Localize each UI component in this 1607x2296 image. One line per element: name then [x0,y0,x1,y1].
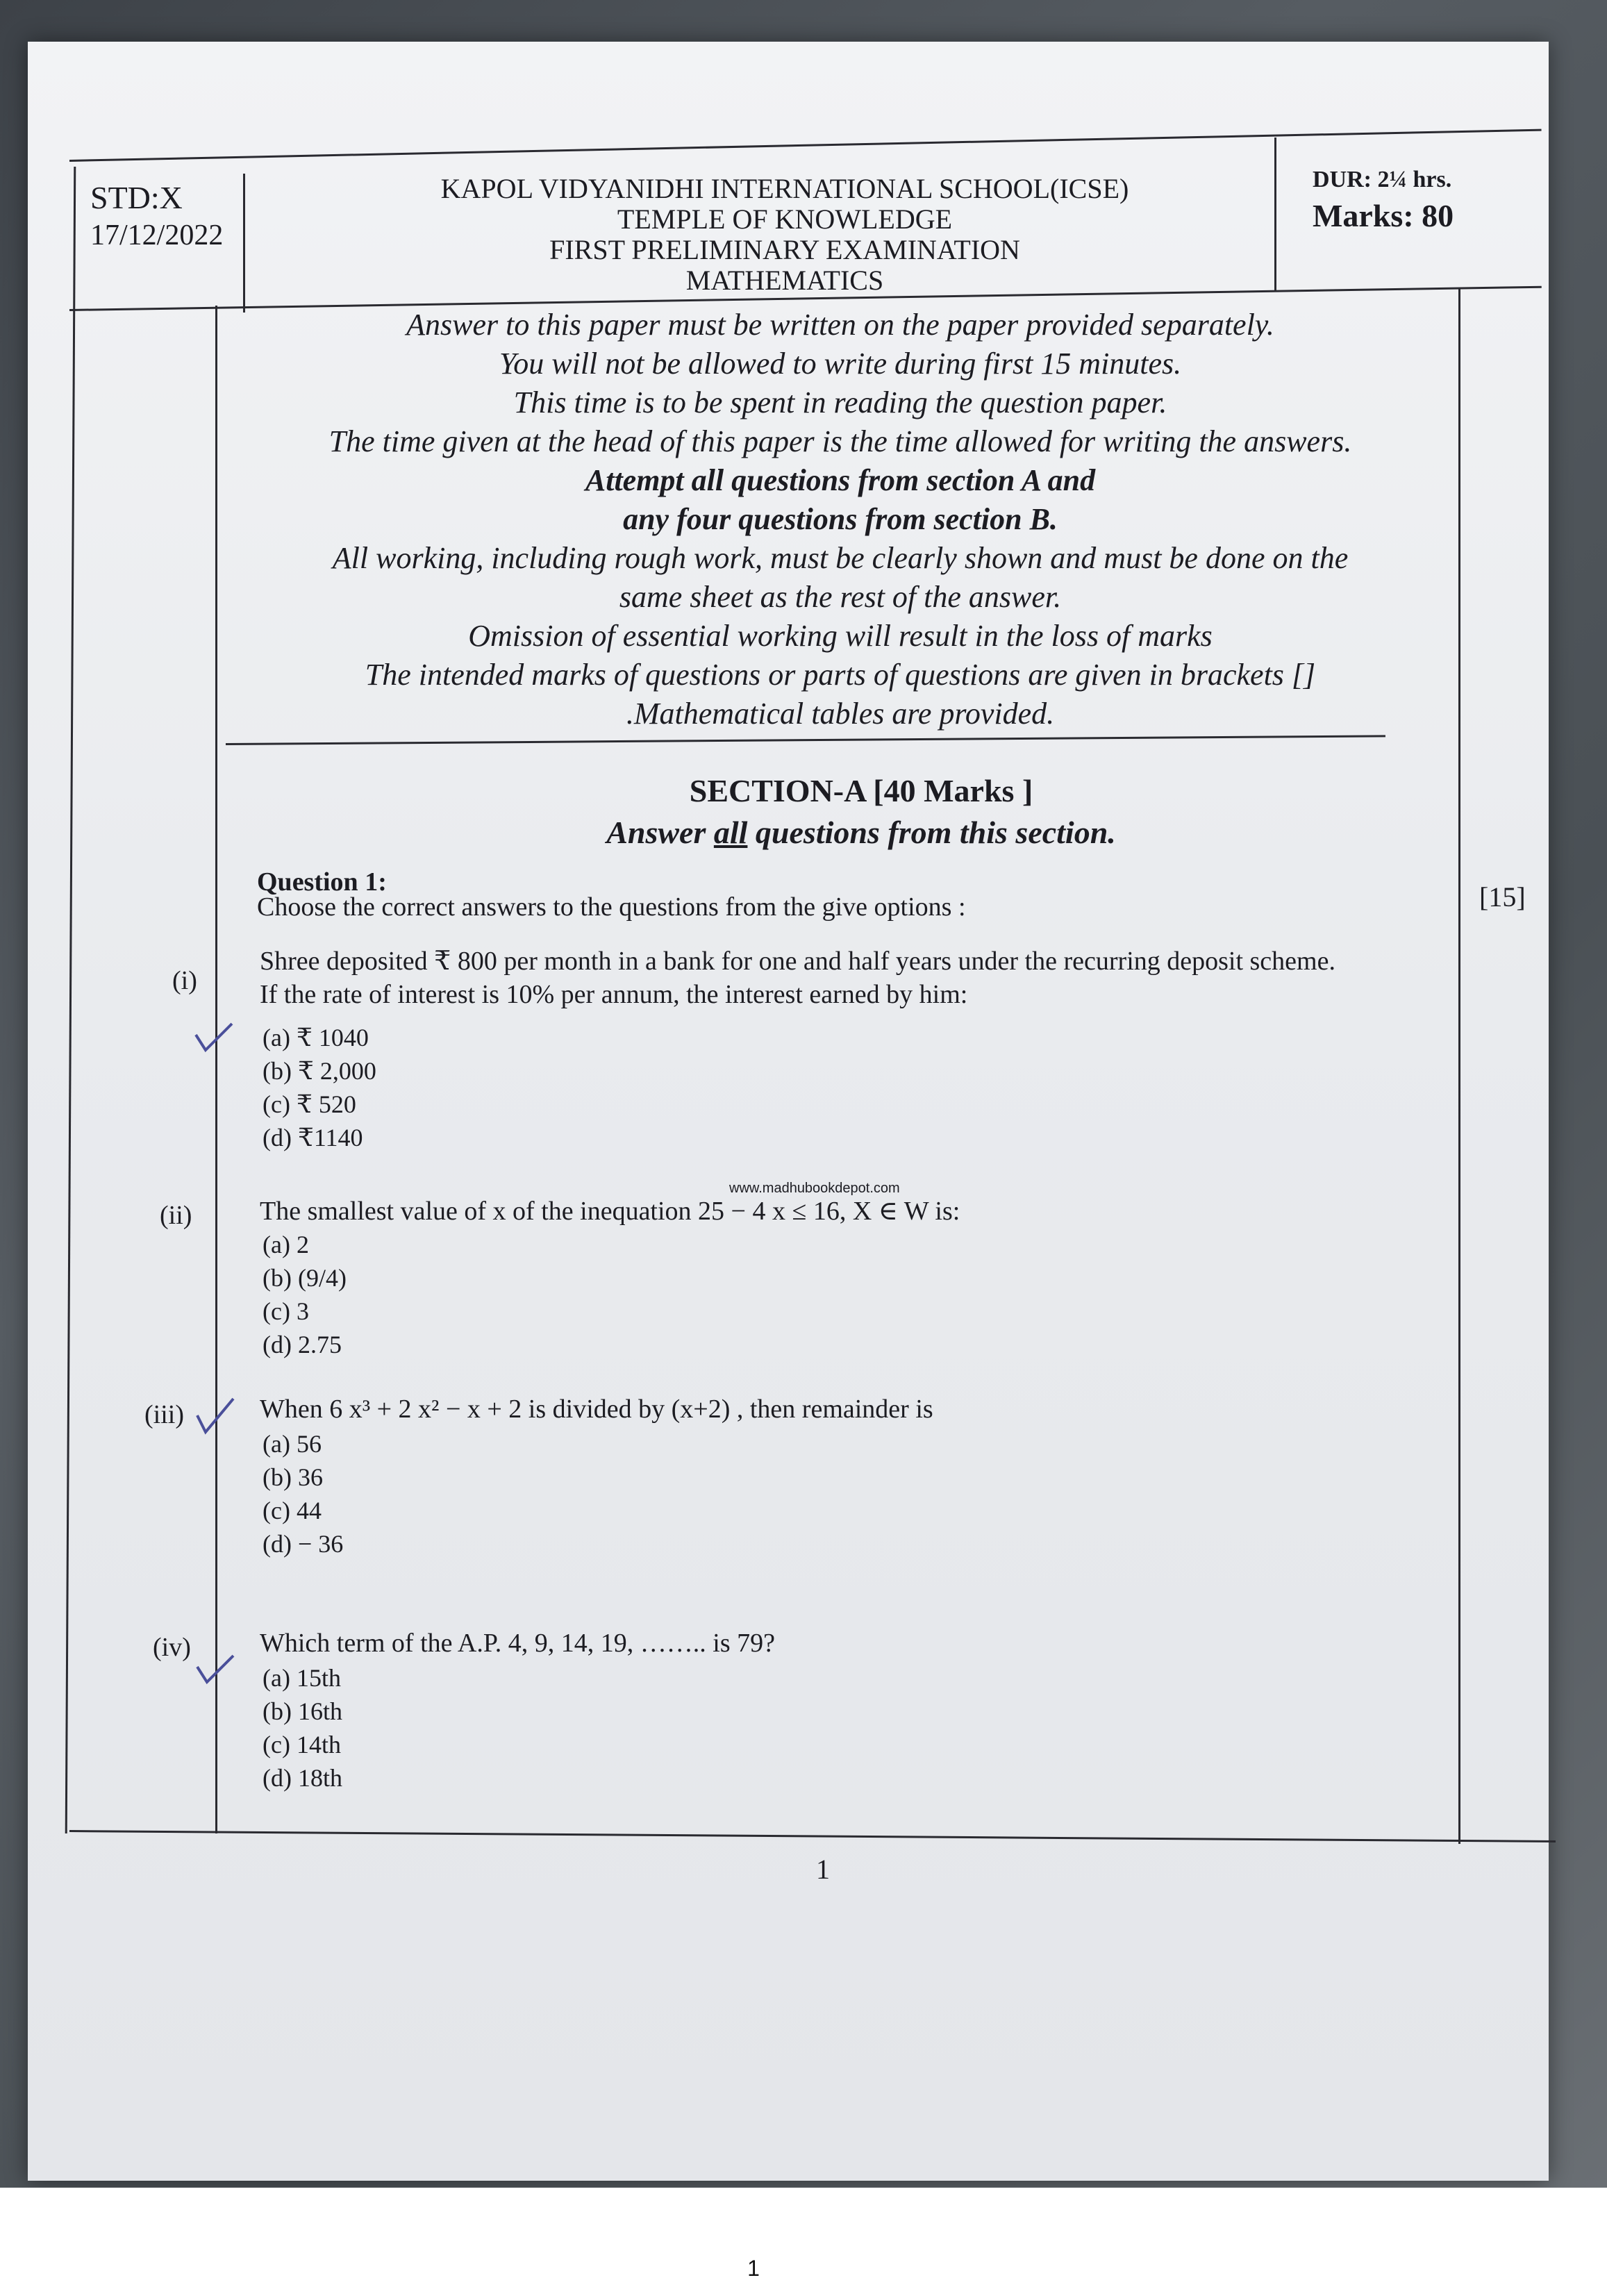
instruction-line: Attempt all questions from section A and [585,463,1096,497]
part-number: (iii) [144,1400,184,1429]
option-item: (d) ₹1140 [263,1124,363,1151]
options-list [263,1228,347,1361]
part-number: (i) [172,966,197,995]
part-stem-line: The smallest value of x of the inequation 25 − 4 x ≤ 16, X ∈ W is: [260,1197,960,1226]
option-item: (b) ₹ 2,000 [263,1057,376,1085]
options-list [263,1021,376,1154]
option-item: (c) 14th [263,1731,341,1758]
option-item: (a) 2 [263,1231,309,1258]
instruction-line: Omission of essential working will result in the loss of marks [468,619,1213,653]
instruction-line: any four questions from section B. [623,502,1058,536]
tick-mark-icon [194,1396,236,1438]
instruction-line: The intended marks of questions or parts of questions are given in brackets [] [365,658,1316,692]
exam-date: 17/12/2022 [90,219,224,251]
part-stem-line: When 6 x³ + 2 x² − x + 2 is divided by (x+2) , then remainder is [260,1395,933,1424]
tick-mark-icon [194,1653,236,1688]
instruction-line: All working, including rough work, must be clearly shown and must be done on the [332,541,1349,575]
section-subtitle-emphasis: all [713,815,748,850]
part-stem [260,1195,1468,1228]
section-subtitle-end: questions from this section. [747,815,1116,850]
exam-paper [28,42,1549,2181]
part-stem-line: Shree deposited ₹ 800 per month in a bank for one and half years under the recurring deposit scheme. [260,947,1335,976]
outer-border-left [65,167,76,1833]
exam-name: FIRST PRELIMINARY EXAMINATION [549,234,1020,265]
part-stem [260,1392,1468,1426]
section-title: SECTION-A [40 Marks ] [689,773,1033,808]
part-stem [260,1627,1468,1660]
part-stem-line: Which term of the A.P. 4, 9, 14, 19, …….. is 79? [260,1629,775,1658]
option-item: (d) − 36 [263,1530,344,1558]
option-item: (c) 44 [263,1497,322,1524]
std-label: STD:X [90,180,183,215]
header-top-rule [69,129,1542,162]
printed-page-number: 1 [816,1854,830,1885]
option-item: (a) 15th [263,1664,341,1692]
section-subtitle-start: Answer [606,815,714,850]
total-marks: Marks: 80 [1313,198,1454,233]
instruction-line: This time is to be spent in reading the question paper. [513,385,1167,419]
school-motto: TEMPLE OF KNOWLEDGE [617,203,953,235]
header-center [285,174,1285,296]
instruction-line: .Mathematical tables are provided. [626,697,1055,731]
question-marks: [15] [1479,881,1526,913]
option-item: (b) 36 [263,1463,323,1491]
part-stem-line: If the rate of interest is 10% per annum, the interest earned by him: [260,980,968,1009]
option-item: (a) 56 [263,1430,322,1458]
duration: DUR: 2¼ hrs. [1313,167,1452,192]
inner-border-right [1458,288,1460,1844]
instructions-block [250,306,1431,733]
question-title: Question 1: [257,867,387,897]
header-right [1313,167,1542,234]
header-left [90,179,257,254]
option-item: (d) 18th [263,1764,342,1792]
options-list [263,1427,343,1561]
section-separator-rule [226,735,1385,745]
instruction-line: You will not be allowed to write during first 15 minutes. [499,347,1182,381]
option-item: (c) 3 [263,1297,309,1325]
footer-page-number: 1 [747,2256,760,2281]
instruction-line: The time given at the head of this paper is the time allowed for writing the answers. [328,424,1352,458]
inner-border-left [215,306,217,1833]
option-item: (b) 16th [263,1697,342,1725]
school-name: KAPOL VIDYANIDHI INTERNATIONAL SCHOOL(ICSE) [440,173,1129,204]
page-bottom-rule [69,1830,1556,1842]
question-instruction: Choose the correct answers to the questions from the give options : [257,892,966,922]
watermark: www.madhubookdepot.com [729,1181,900,1196]
part-stem [260,945,1468,1011]
options-list [263,1661,342,1795]
instruction-line: Answer to this paper must be written on the paper provided separately. [406,308,1274,342]
part-number: (ii) [160,1201,192,1230]
option-item: (a) ₹ 1040 [263,1024,369,1051]
option-item: (d) 2.75 [263,1331,342,1358]
part-number: (iv) [153,1633,191,1662]
instruction-line: same sheet as the rest of the answer. [619,580,1062,614]
subject-name: MATHEMATICS [685,265,884,296]
option-item: (b) (9/4) [263,1264,347,1292]
tick-mark-icon [193,1021,235,1056]
option-item: (c) ₹ 520 [263,1090,356,1118]
section-subtitle [250,814,1472,851]
